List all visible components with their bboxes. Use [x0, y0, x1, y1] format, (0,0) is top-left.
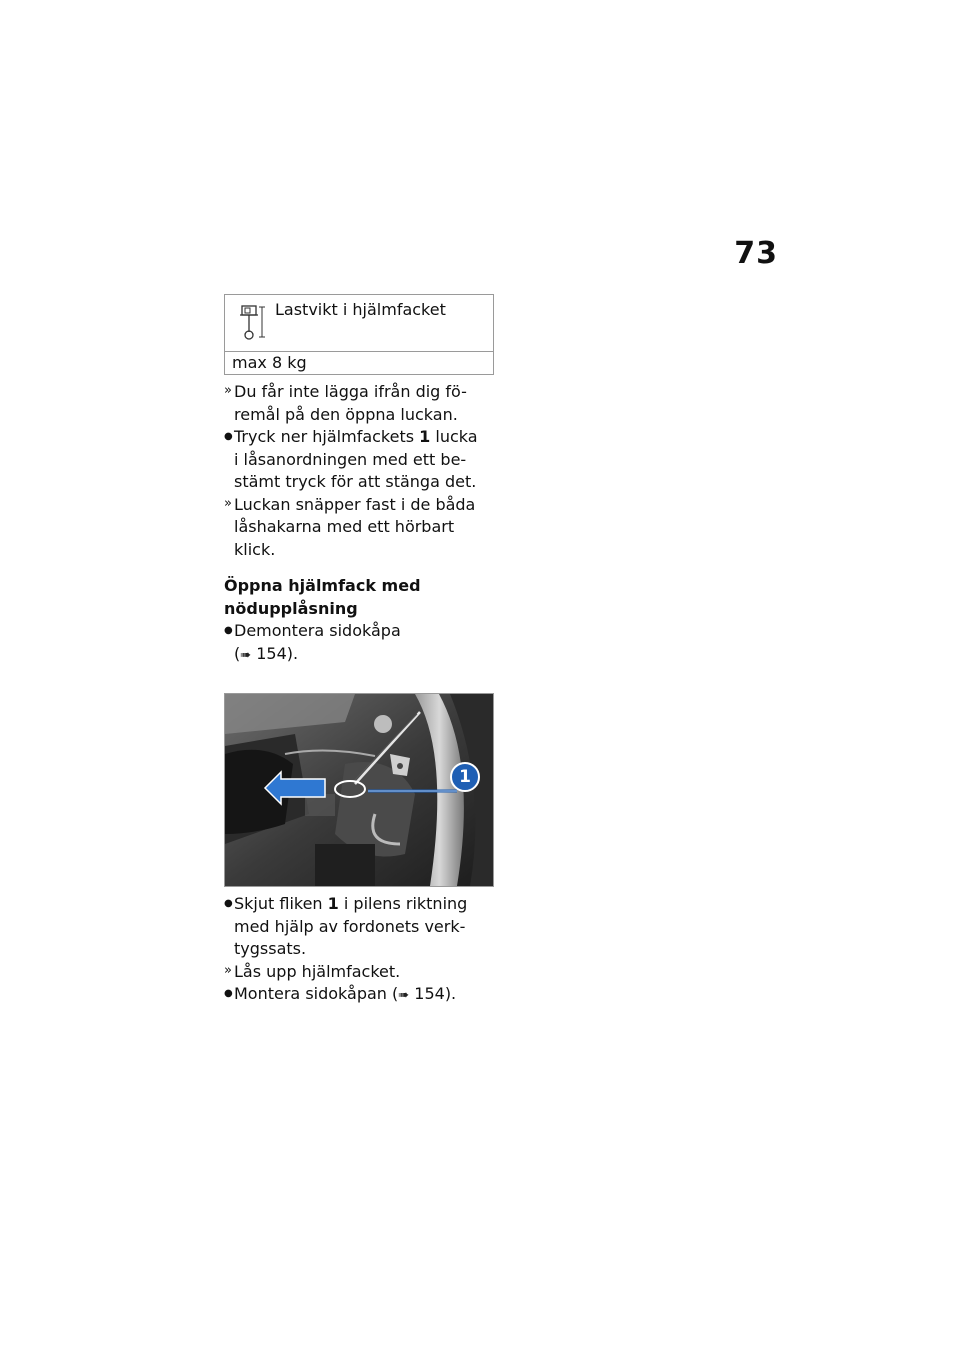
- result-marker: »: [224, 495, 232, 511]
- result-marker: »: [224, 962, 232, 978]
- step-text-line: remål på den öppna luckan.: [234, 404, 458, 424]
- section-heading: [224, 575, 494, 620]
- callout-number: 1: [459, 767, 471, 787]
- page-number: 73: [734, 236, 778, 271]
- action-step: [224, 620, 494, 667]
- callout-reference: 1: [419, 427, 431, 446]
- content-column: [224, 294, 494, 1008]
- page-reference-link[interactable]: 154: [414, 984, 445, 1003]
- step-text-line: tygssats.: [234, 939, 307, 958]
- heading-line: nödupplåsning: [224, 598, 358, 618]
- step-text-line: med hjälp av fordonets verk-: [234, 916, 466, 936]
- step-text-line: Luckan snäpper fast i de båda: [234, 494, 476, 514]
- result-step: [224, 381, 494, 426]
- spec-header: [225, 295, 493, 352]
- figure-illustration: [225, 694, 493, 886]
- spec-value: max 8 kg: [232, 353, 307, 372]
- callout-1-badge: [450, 762, 480, 792]
- action-step: [224, 893, 494, 961]
- step-text-line: låshakarna med ett hörbart: [234, 517, 455, 536]
- bullet-marker: ●: [224, 898, 233, 909]
- step-text-line: stämt tryck för att stänga det.: [234, 472, 477, 491]
- instruction-list-b: [224, 893, 494, 1008]
- result-step: [224, 494, 494, 562]
- bullet-marker: ●: [224, 431, 233, 442]
- bullet-marker: ●: [224, 988, 233, 999]
- step-text-line: klick.: [234, 539, 276, 559]
- step-text-line: (➠ 154).: [234, 643, 494, 668]
- step-text-line: Du får inte lägga ifrån dig fö-: [234, 382, 467, 401]
- step-text-line: Lås upp hjälmfacket.: [234, 961, 401, 981]
- spec-table: [224, 294, 494, 375]
- step-text-line: Skjut fliken 1 i pilens riktning: [234, 894, 468, 913]
- step-text-line: Tryck ner hjälmfackets 1 lucka: [234, 427, 478, 446]
- helmet-compartment-photo: [224, 693, 494, 887]
- action-step: [224, 426, 494, 494]
- heading-line: Öppna hjälmfack med: [224, 576, 421, 595]
- result-step: [224, 961, 494, 984]
- result-marker: »: [224, 383, 232, 398]
- spec-title: Lastvikt i hjälmfacket: [275, 300, 446, 319]
- callout-reference: 1: [327, 894, 339, 913]
- page-ref-arrow-icon: ➠: [240, 647, 252, 663]
- helmet-compartment-load-icon: [238, 304, 266, 340]
- step-text-line: Montera sidokåpan (➠ 154).: [234, 983, 494, 1008]
- bullet-marker: ●: [224, 625, 233, 636]
- page-ref-arrow-icon: ➠: [398, 988, 410, 1003]
- step-text-line: Demontera sidokåpa: [234, 621, 401, 640]
- instruction-list-a: [224, 381, 494, 561]
- action-step: [224, 983, 494, 1008]
- page-reference-link[interactable]: 154: [256, 643, 287, 663]
- step-text-line: i låsanordningen med ett be-: [234, 449, 467, 469]
